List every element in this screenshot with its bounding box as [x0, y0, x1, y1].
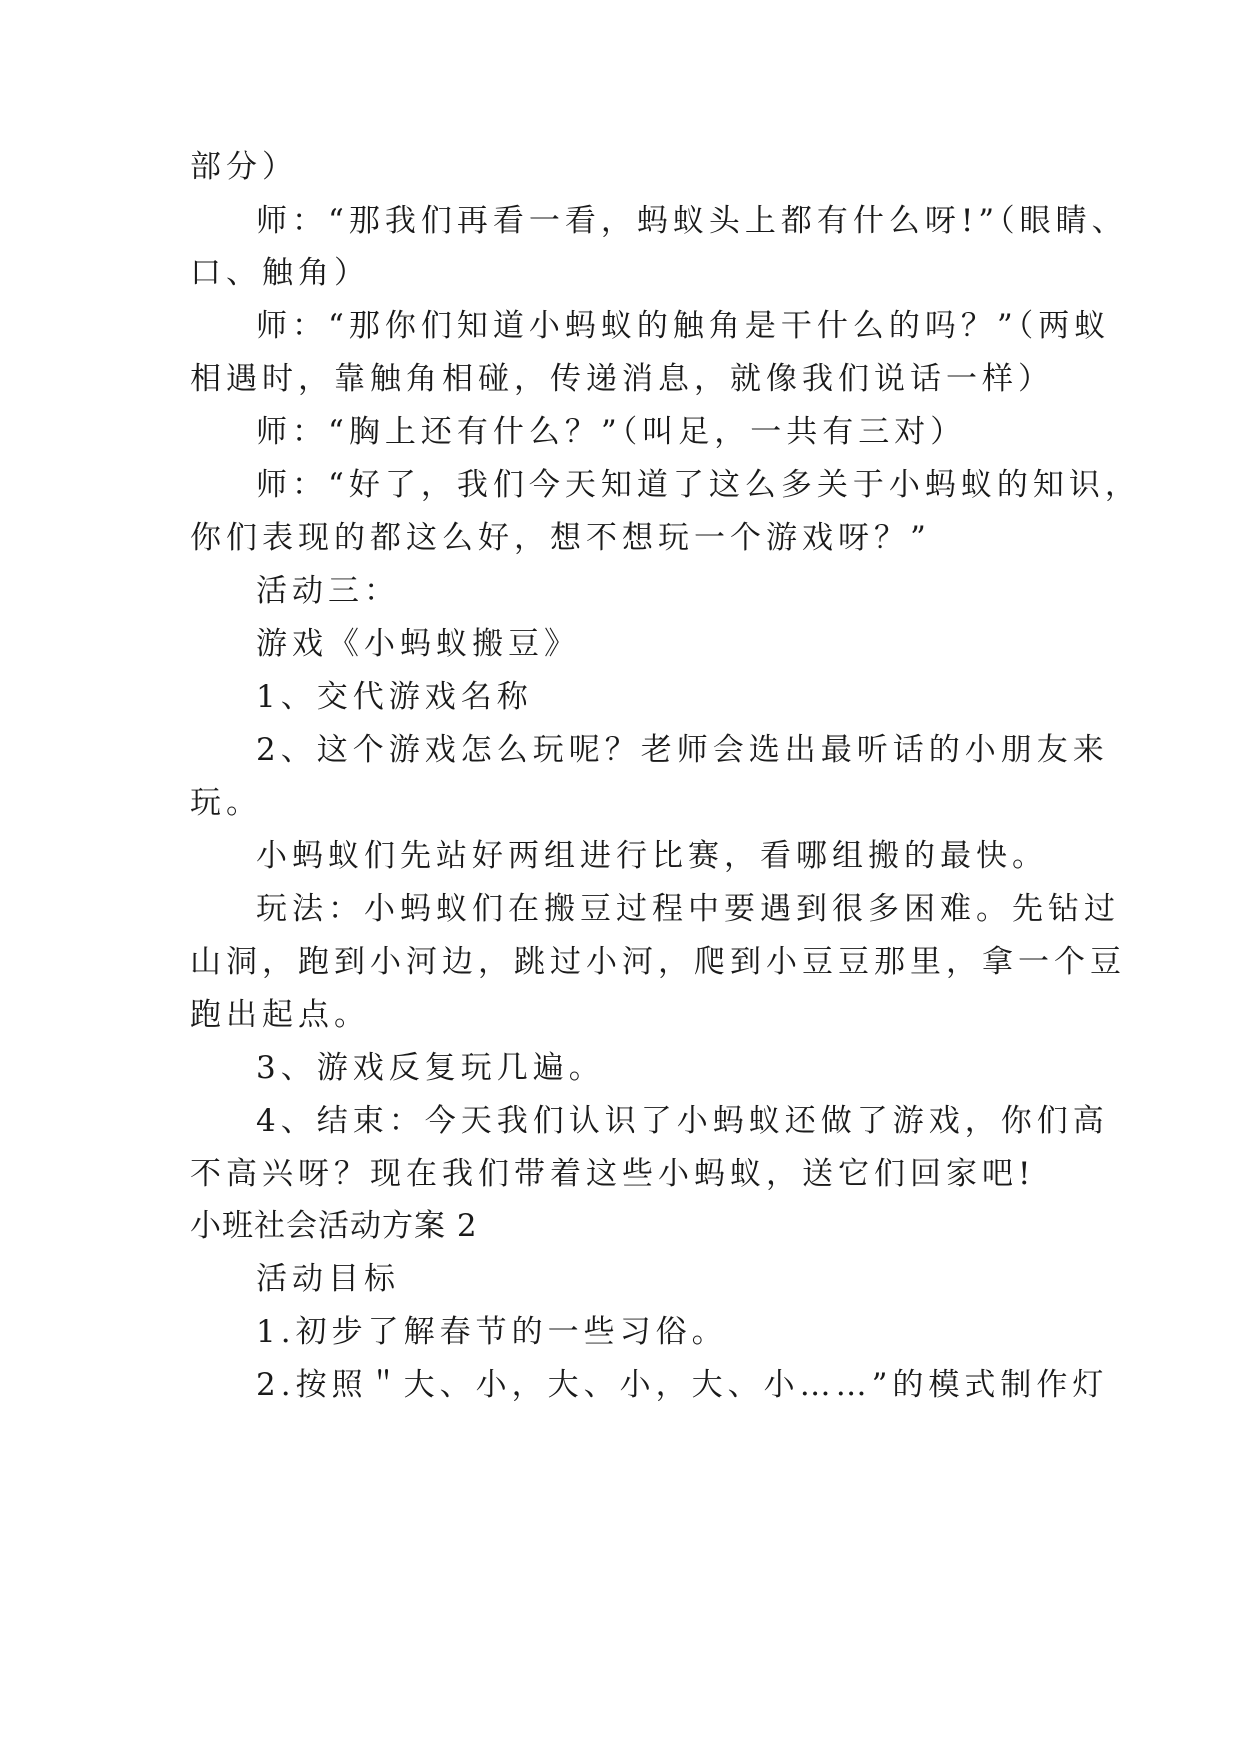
- section-label: 活动三：: [256, 573, 400, 609]
- paragraph-line: 山洞，跑到小河边，跳过小河，爬到小豆豆那里，拿一个豆: [190, 944, 1126, 980]
- paragraph-line: 相遇时，靠触角相碰，传递消息，就像我们说话一样）: [190, 361, 1054, 397]
- paragraph-line: 师：“胸上还有什么？”（叫足，一共有三对）: [256, 414, 967, 450]
- paragraph-line: 师：“那我们再看一看，蚂蚁头上都有什么呀!”（眼睛、: [256, 203, 1128, 239]
- list-item: 2、这个游戏怎么玩呢？老师会选出最听话的小朋友来: [256, 732, 1109, 768]
- subsection-label: 活动目标: [256, 1261, 400, 1297]
- paragraph-line: 小蚂蚁们先站好两组进行比赛，看哪组搬的最快。: [256, 838, 1048, 874]
- paragraph-line: 部分）: [190, 149, 298, 185]
- list-item: 4、结束：今天我们认识了小蚂蚁还做了游戏，你们高: [256, 1103, 1109, 1139]
- list-item: 1、交代游戏名称: [256, 679, 533, 715]
- paragraph-line: 师：“好了，我们今天知道了这么多关于小蚂蚁的知识，: [256, 467, 1141, 503]
- list-item: 2.按照＂大、小，大、小，大、小……”的模式制作灯: [256, 1367, 1109, 1403]
- paragraph-line: 玩。: [190, 785, 262, 821]
- game-title: 游戏《小蚂蚁搬豆》: [256, 626, 580, 662]
- paragraph-line: 玩法：小蚂蚁们在搬豆过程中要遇到很多困难。先钻过: [256, 891, 1120, 927]
- section-heading: 小班社会活动方案 2: [190, 1208, 478, 1244]
- list-item: 1.初步了解春节的一些习俗。: [256, 1314, 728, 1350]
- paragraph-line: 口、触角）: [190, 255, 370, 291]
- paragraph-line: 不高兴呀？现在我们带着这些小蚂蚁，送它们回家吧!: [190, 1156, 1036, 1192]
- paragraph-line: 你们表现的都这么好，想不想玩一个游戏呀？”: [190, 520, 931, 556]
- paragraph-line: 跑出起点。: [190, 997, 370, 1033]
- list-item: 3、游戏反复玩几遍。: [256, 1050, 605, 1086]
- paragraph-line: 师：“那你们知道小蚂蚁的触角是干什么的吗？”（两蚁: [256, 308, 1111, 344]
